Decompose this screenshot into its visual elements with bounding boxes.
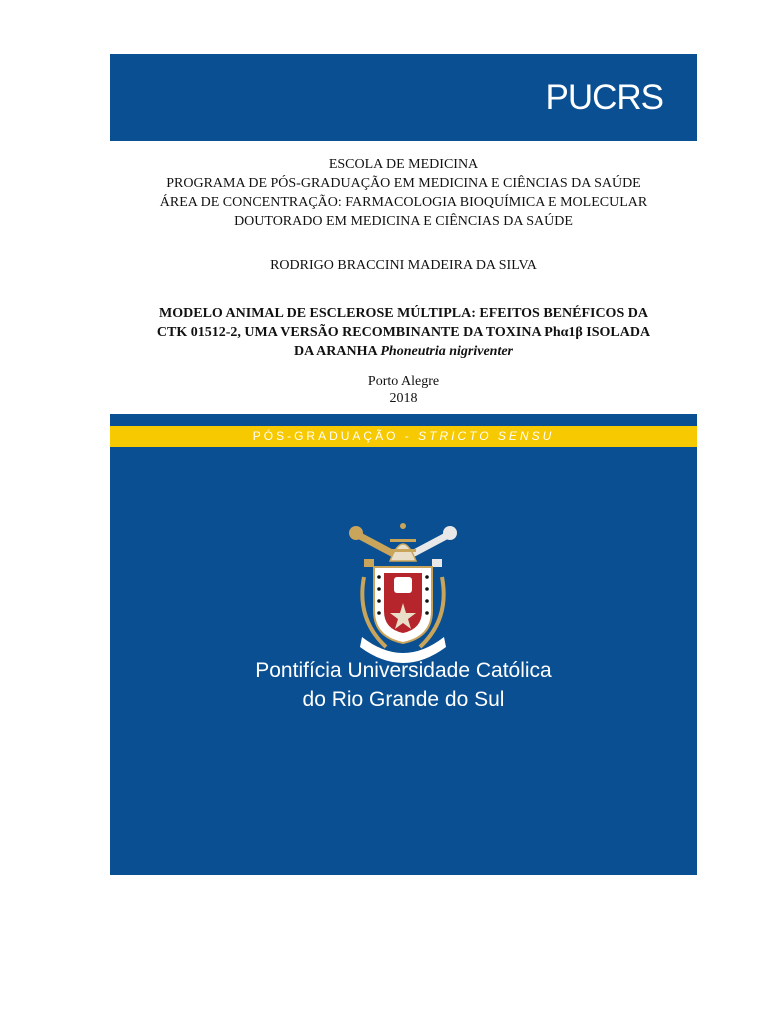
concentration-area: ÁREA DE CONCENTRAÇÃO: FARMACOLOGIA BIOQUÍMICA E MOLECULAR — [159, 195, 648, 210]
stripe-prefix: PÓS-GRADUAÇÃO - — [252, 429, 419, 443]
title-line-3 — [110, 342, 697, 361]
tiara-icon — [390, 523, 416, 561]
stripe-text — [110, 426, 697, 447]
pucrs-logo: PUCRS — [545, 78, 663, 117]
stripe-italic: STRICTO SENSU — [418, 429, 555, 443]
species-name: Phoneutria nigriventer — [380, 344, 513, 359]
title-line-3-prefix: DA ARANHA — [294, 344, 381, 359]
top-banner — [110, 54, 697, 141]
school-name: ESCOLA DE MEDICINA — [328, 157, 479, 172]
year: 2018 — [389, 391, 418, 406]
university-name-line-1: Pontifícia Universidade Católica — [255, 659, 552, 682]
degree-name: DOUTORADO EM MEDICINA E CIÊNCIAS DA SAÚDE — [234, 214, 573, 229]
city: Porto Alegre — [367, 374, 440, 389]
place-date — [110, 373, 697, 407]
program-name: PROGRAMA DE PÓS-GRADUAÇÃO EM MEDICINA E CIÊNCIAS DA SAÚDE — [166, 176, 641, 191]
institution-block — [110, 155, 697, 231]
university-crest-icon — [346, 519, 460, 669]
university-name-line-2: do Rio Grande do Sul — [302, 688, 505, 711]
graduate-stripe — [110, 426, 697, 447]
title-line-1: MODELO ANIMAL DE ESCLEROSE MÚLTIPLA: EFEITOS BENÉFICOS DA — [159, 306, 648, 321]
cover-panel — [110, 414, 697, 875]
title-line-2: CTK 01512-2, UMA VERSÃO RECOMBINANTE DA TOXINA Phα1β ISOLADA — [156, 325, 651, 340]
author-name: RODRIGO BRACCINI MADEIRA DA SILVA — [270, 258, 537, 273]
thesis-title — [110, 304, 697, 361]
